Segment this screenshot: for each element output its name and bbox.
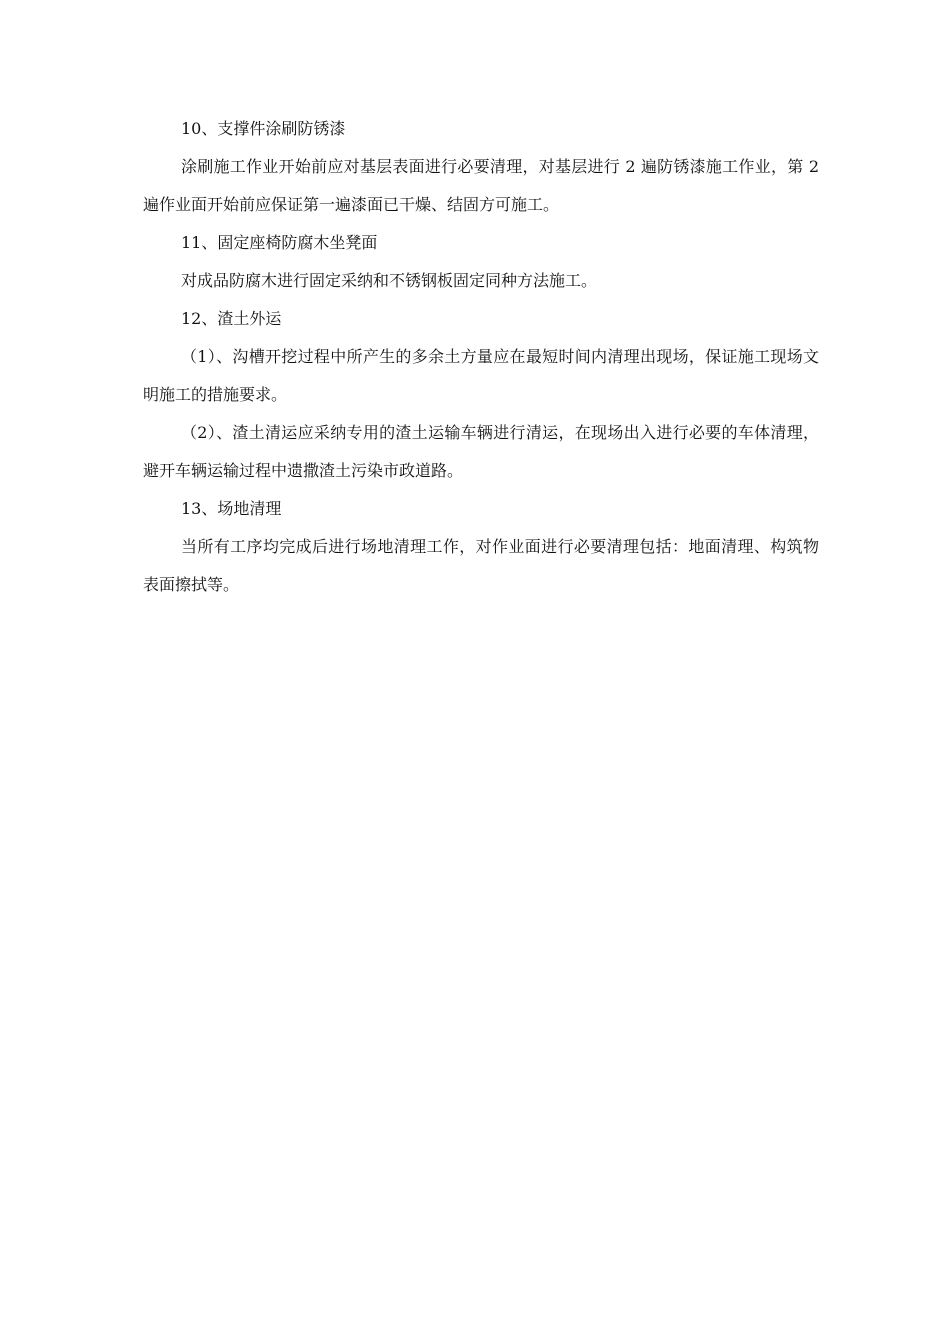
paragraph-earth-removal-1: （1）、沟槽开挖过程中所产生的多余土方量应在最短时间内清理出现场，保证施工现场文明施工的措施要求。: [143, 347, 819, 404]
paragraph-rust-paint: 涂刷施工作业开始前应对基层表面进行必要清理，对基层进行 2 遍防锈漆施工作业，第 2 遍作业面开始前应保证第一遍漆面已干燥、结固方可施工。: [143, 157, 819, 214]
section-heading-10: 10、支撑件涂刷防锈漆: [181, 119, 346, 138]
paragraph-site-cleanup: 当所有工序均完成后进行场地清理工作，对作业面进行必要清理包括：地面清理、构筑物表面擦拭等。: [143, 537, 819, 594]
paragraph-bench-seat: 对成品防腐木进行固定采纳和不锈钢板固定同种方法施工。: [181, 271, 598, 290]
document-body: [143, 110, 819, 604]
section-heading-12: 12、渣土外运: [181, 309, 282, 328]
section-heading-13: 13、场地清理: [181, 499, 282, 518]
section-heading-11: 11、固定座椅防腐木坐凳面: [181, 233, 378, 252]
paragraph-earth-removal-2: （2）、渣土清运应采纳专用的渣土运输车辆进行清运，在现场出入进行必要的车体清理，避开车辆运输过程中遗撒渣土污染市政道路。: [143, 423, 819, 480]
